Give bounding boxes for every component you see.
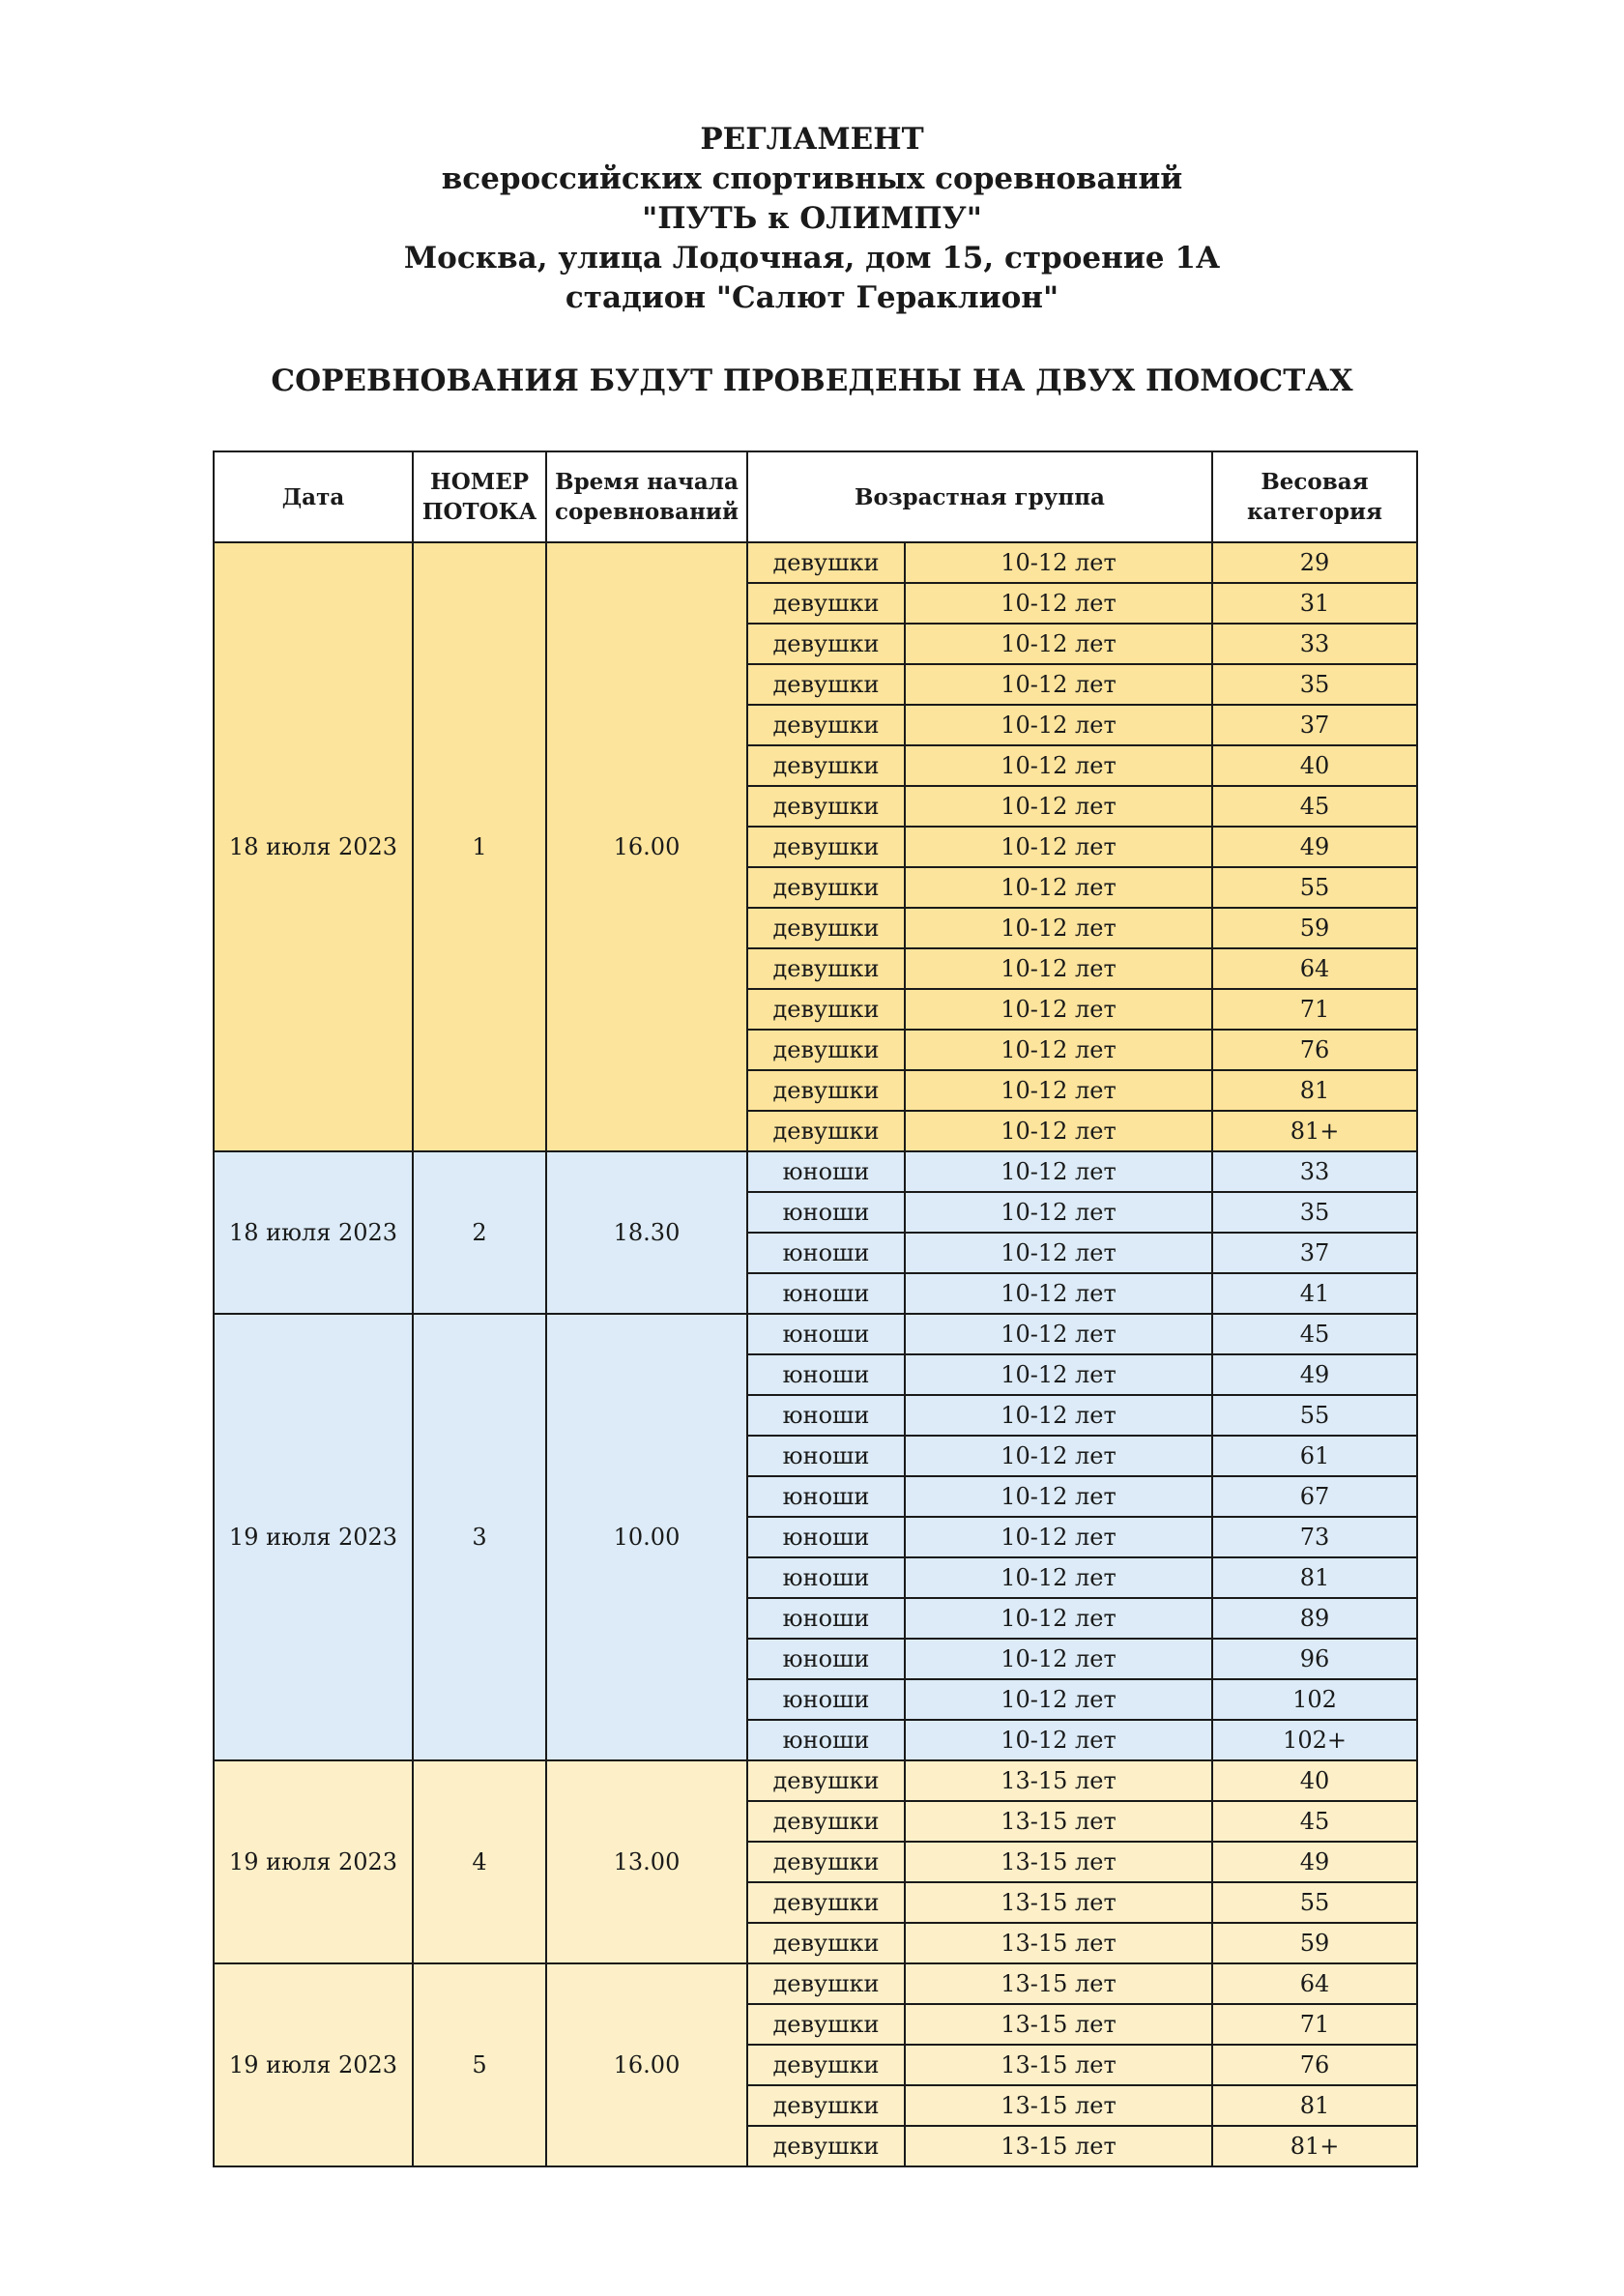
age-range-cell: 10-12 лет [905, 1436, 1212, 1476]
gender-cell: девушки [747, 624, 905, 664]
age-range-cell: 13-15 лет [905, 2126, 1212, 2166]
gender-cell: юноши [747, 1557, 905, 1598]
weight-category-cell: 81 [1212, 2085, 1417, 2126]
age-range-cell: 10-12 лет [905, 1720, 1212, 1760]
gender-cell: девушки [747, 1963, 905, 2004]
age-range-cell: 10-12 лет [905, 1517, 1212, 1557]
age-range-cell: 10-12 лет [905, 989, 1212, 1030]
weight-category-cell: 40 [1212, 745, 1417, 786]
age-range-cell: 10-12 лет [905, 1639, 1212, 1679]
table-row [214, 1151, 1417, 1192]
start-time-cell: 18.30 [546, 1151, 747, 1314]
gender-cell: девушки [747, 948, 905, 989]
age-range-cell: 10-12 лет [905, 1598, 1212, 1639]
weight-category-cell: 67 [1212, 1476, 1417, 1517]
header-row [214, 451, 1417, 542]
weight-category-cell: 64 [1212, 948, 1417, 989]
weight-category-cell: 89 [1212, 1598, 1417, 1639]
age-range-cell: 13-15 лет [905, 2085, 1212, 2126]
stream-number-cell: 4 [413, 1760, 546, 1963]
weight-category-cell: 81 [1212, 1557, 1417, 1598]
header-date: Дата [214, 451, 413, 542]
weight-category-cell: 96 [1212, 1639, 1417, 1679]
age-range-cell: 10-12 лет [905, 1030, 1212, 1070]
gender-cell: девушки [747, 1842, 905, 1882]
weight-category-cell: 41 [1212, 1273, 1417, 1314]
gender-cell: девушки [747, 989, 905, 1030]
weight-category-cell: 49 [1212, 1842, 1417, 1882]
weight-category-cell: 64 [1212, 1963, 1417, 2004]
gender-cell: девушки [747, 1111, 905, 1151]
age-range-cell: 13-15 лет [905, 1842, 1212, 1882]
weight-category-cell: 55 [1212, 1395, 1417, 1436]
gender-cell: девушки [747, 908, 905, 948]
age-range-cell: 10-12 лет [905, 948, 1212, 989]
age-range-cell: 10-12 лет [905, 1354, 1212, 1395]
gender-cell: девушки [747, 542, 905, 583]
gender-cell: девушки [747, 583, 905, 624]
gender-cell: девушки [747, 2004, 905, 2045]
age-range-cell: 10-12 лет [905, 1557, 1212, 1598]
age-range-cell: 10-12 лет [905, 867, 1212, 908]
gender-cell: юноши [747, 1436, 905, 1476]
table-row [214, 1963, 1417, 2004]
age-range-cell: 10-12 лет [905, 1111, 1212, 1151]
age-range-cell: 13-15 лет [905, 1760, 1212, 1801]
gender-cell: юноши [747, 1354, 905, 1395]
gender-cell: юноши [747, 1192, 905, 1233]
start-time-cell: 16.00 [546, 542, 747, 1151]
gender-cell: девушки [747, 1882, 905, 1923]
gender-cell: юноши [747, 1273, 905, 1314]
gender-cell: девушки [747, 1801, 905, 1842]
schedule-table [213, 450, 1418, 2167]
weight-category-cell: 81+ [1212, 1111, 1417, 1151]
weight-category-cell: 37 [1212, 705, 1417, 745]
header-start-time: Время начала соревнований [546, 451, 747, 542]
document-heading [0, 120, 1624, 318]
heading-line-2: всероссийских спортивных соревнований [441, 161, 1183, 196]
age-range-cell: 13-15 лет [905, 1923, 1212, 1963]
gender-cell: юноши [747, 1395, 905, 1436]
gender-cell: девушки [747, 1923, 905, 1963]
gender-cell: юноши [747, 1720, 905, 1760]
gender-cell: девушки [747, 2045, 905, 2085]
table-row [214, 542, 1417, 583]
weight-category-cell: 73 [1212, 1517, 1417, 1557]
heading-line-5: стадион "Салют Гераклион" [565, 280, 1059, 315]
age-range-cell: 10-12 лет [905, 1233, 1212, 1273]
age-range-cell: 10-12 лет [905, 1192, 1212, 1233]
weight-category-cell: 45 [1212, 1314, 1417, 1354]
stream-number-cell: 1 [413, 542, 546, 1151]
header-stream-number: НОМЕР ПОТОКА [413, 451, 546, 542]
document-subtitle: СОРЕВНОВАНИЯ БУДУТ ПРОВЕДЕНЫ НА ДВУХ ПОМОСТАХ [271, 363, 1353, 398]
gender-cell: девушки [747, 867, 905, 908]
date-cell: 19 июля 2023 [214, 1760, 413, 1963]
gender-cell: юноши [747, 1233, 905, 1273]
age-range-cell: 10-12 лет [905, 1314, 1212, 1354]
gender-cell: девушки [747, 2126, 905, 2166]
weight-category-cell: 40 [1212, 1760, 1417, 1801]
age-range-cell: 13-15 лет [905, 1882, 1212, 1923]
age-range-cell: 10-12 лет [905, 705, 1212, 745]
weight-category-cell: 45 [1212, 1801, 1417, 1842]
gender-cell: юноши [747, 1639, 905, 1679]
age-range-cell: 10-12 лет [905, 745, 1212, 786]
stream-number-cell: 5 [413, 1963, 546, 2166]
weight-category-cell: 102 [1212, 1679, 1417, 1720]
age-range-cell: 10-12 лет [905, 1679, 1212, 1720]
schedule-body [214, 542, 1417, 2166]
gender-cell: юноши [747, 1314, 905, 1354]
gender-cell: девушки [747, 1760, 905, 1801]
date-cell: 19 июля 2023 [214, 1314, 413, 1760]
table-row [214, 1314, 1417, 1354]
header-weight-category: Весовая категория [1212, 451, 1417, 542]
age-range-cell: 13-15 лет [905, 1801, 1212, 1842]
weight-category-cell: 71 [1212, 989, 1417, 1030]
heading-line-1: РЕГЛАМЕНТ [700, 122, 924, 157]
weight-category-cell: 49 [1212, 827, 1417, 867]
gender-cell: девушки [747, 745, 905, 786]
weight-category-cell: 37 [1212, 1233, 1417, 1273]
age-range-cell: 10-12 лет [905, 583, 1212, 624]
gender-cell: юноши [747, 1151, 905, 1192]
gender-cell: девушки [747, 786, 905, 827]
weight-category-cell: 55 [1212, 1882, 1417, 1923]
age-range-cell: 10-12 лет [905, 827, 1212, 867]
age-range-cell: 10-12 лет [905, 908, 1212, 948]
weight-category-cell: 55 [1212, 867, 1417, 908]
age-range-cell: 10-12 лет [905, 1395, 1212, 1436]
weight-category-cell: 81 [1212, 1070, 1417, 1111]
age-range-cell: 13-15 лет [905, 2004, 1212, 2045]
weight-category-cell: 33 [1212, 624, 1417, 664]
gender-cell: юноши [747, 1517, 905, 1557]
weight-category-cell: 102+ [1212, 1720, 1417, 1760]
age-range-cell: 13-15 лет [905, 2045, 1212, 2085]
date-cell: 18 июля 2023 [214, 542, 413, 1151]
gender-cell: девушки [747, 1030, 905, 1070]
gender-cell: юноши [747, 1476, 905, 1517]
weight-category-cell: 35 [1212, 1192, 1417, 1233]
weight-category-cell: 35 [1212, 664, 1417, 705]
weight-category-cell: 81+ [1212, 2126, 1417, 2166]
gender-cell: девушки [747, 664, 905, 705]
start-time-cell: 10.00 [546, 1314, 747, 1760]
weight-category-cell: 29 [1212, 542, 1417, 583]
header-age-group: Возрастная группа [747, 451, 1212, 542]
weight-category-cell: 45 [1212, 786, 1417, 827]
date-cell: 19 июля 2023 [214, 1963, 413, 2166]
gender-cell: девушки [747, 1070, 905, 1111]
stream-number-cell: 3 [413, 1314, 546, 1760]
gender-cell: девушки [747, 827, 905, 867]
weight-category-cell: 76 [1212, 1030, 1417, 1070]
weight-category-cell: 61 [1212, 1436, 1417, 1476]
age-range-cell: 10-12 лет [905, 624, 1212, 664]
weight-category-cell: 49 [1212, 1354, 1417, 1395]
weight-category-cell: 31 [1212, 583, 1417, 624]
age-range-cell: 10-12 лет [905, 542, 1212, 583]
weight-category-cell: 76 [1212, 2045, 1417, 2085]
age-range-cell: 10-12 лет [905, 664, 1212, 705]
weight-category-cell: 59 [1212, 908, 1417, 948]
table-row [214, 1760, 1417, 1801]
start-time-cell: 16.00 [546, 1963, 747, 2166]
gender-cell: юноши [747, 1598, 905, 1639]
gender-cell: юноши [747, 1679, 905, 1720]
heading-line-4: Москва, улица Лодочная, дом 15, строение 1А [403, 241, 1221, 276]
gender-cell: девушки [747, 2085, 905, 2126]
heading-line-3: "ПУТЬ к ОЛИМПУ" [642, 201, 982, 236]
weight-category-cell: 33 [1212, 1151, 1417, 1192]
age-range-cell: 10-12 лет [905, 786, 1212, 827]
gender-cell: девушки [747, 705, 905, 745]
age-range-cell: 10-12 лет [905, 1070, 1212, 1111]
date-cell: 18 июля 2023 [214, 1151, 413, 1314]
age-range-cell: 10-12 лет [905, 1273, 1212, 1314]
stream-number-cell: 2 [413, 1151, 546, 1314]
age-range-cell: 10-12 лет [905, 1476, 1212, 1517]
weight-category-cell: 59 [1212, 1923, 1417, 1963]
age-range-cell: 10-12 лет [905, 1151, 1212, 1192]
age-range-cell: 13-15 лет [905, 1963, 1212, 2004]
weight-category-cell: 71 [1212, 2004, 1417, 2045]
start-time-cell: 13.00 [546, 1760, 747, 1963]
